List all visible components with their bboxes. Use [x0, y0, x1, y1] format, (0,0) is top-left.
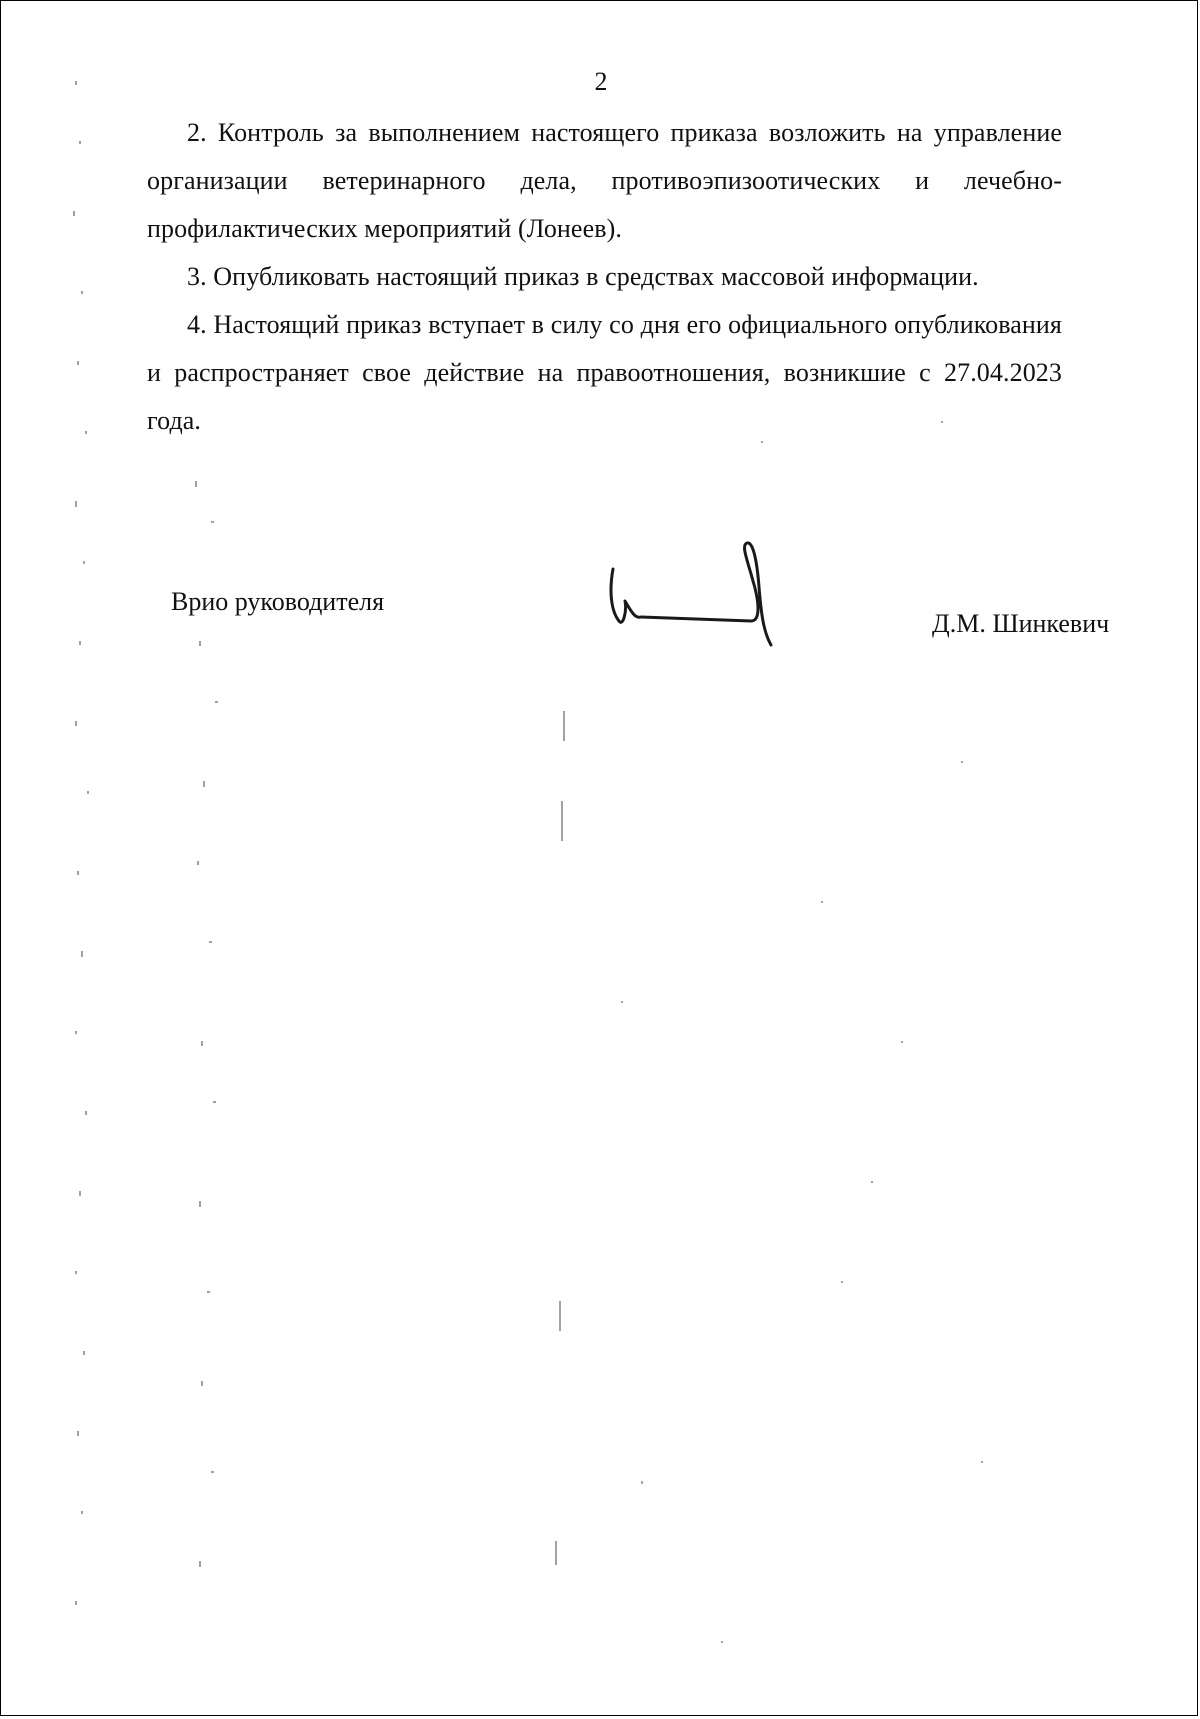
document-body: [147, 109, 1062, 445]
signatory-title: Врио руководителя: [171, 587, 385, 616]
handwritten-signature: [601, 541, 781, 651]
paragraph-effective-date: 4. Настоящий приказ вступает в силу со дня его официального опубликования и распространяет свое действие на правоотношения, возникшие с 27.04.2023 года.: [147, 310, 1062, 435]
signatory-name: Д.М. Шинкевич: [932, 609, 1110, 638]
signature-block: [1, 581, 1200, 661]
paragraph-control: 2. Контроль за выполнением настоящего приказа возложить на управление организации ветеринарного дела, противоэпизоотических и лечебно-профилактических мероприятий (Лонеев).: [147, 118, 1062, 243]
paragraph-publish: 3. Опубликовать настоящий приказ в средствах массовой информации.: [187, 262, 979, 291]
page-number: 2: [594, 67, 608, 96]
